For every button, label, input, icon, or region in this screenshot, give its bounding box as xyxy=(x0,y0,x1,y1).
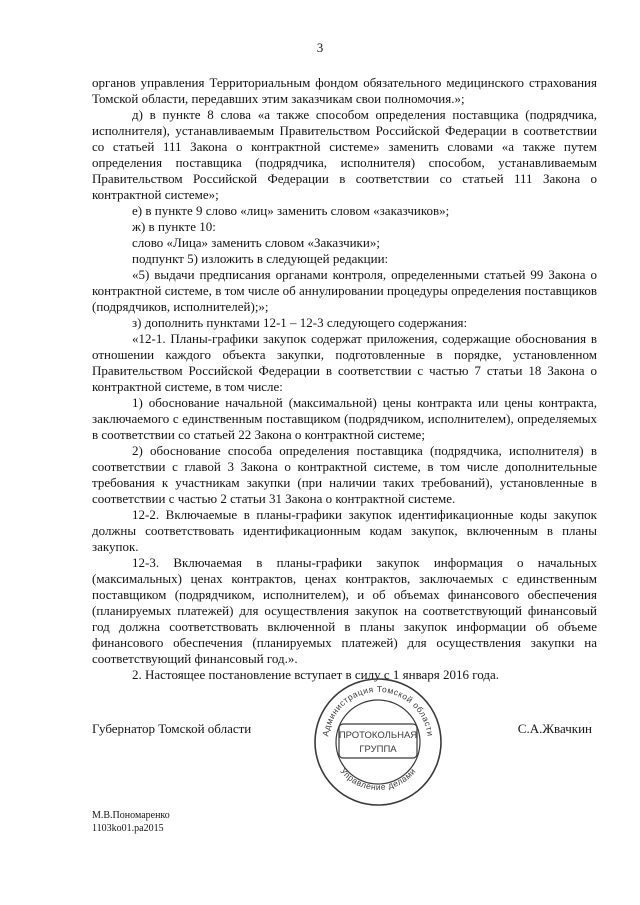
stamp-ring-top-text: Администрация Томской области xyxy=(320,683,436,738)
paragraph: подпункт 5) изложить в следующей редакции: xyxy=(132,251,389,266)
round-stamp xyxy=(312,676,444,808)
document-footer xyxy=(92,809,170,835)
signatory-position: Губернатор Томской области xyxy=(92,721,252,736)
paragraph: органов управления Территориальным фондом обязательного медицинского страхования Томской области, передавших этим заказчикам свои полномочия.»; xyxy=(92,75,597,106)
page-number: 3 xyxy=(316,40,324,55)
stamp-center-line2: ГРУППА xyxy=(359,744,397,755)
paragraph: 2. Настоящее постановление вступает в силу с 1 января 2016 года. xyxy=(132,667,500,682)
svg-text:Управление делами xyxy=(338,766,417,792)
footer-author: М.В.Пономаренко xyxy=(92,810,170,821)
paragraph: д) в пункте 8 слова «а также способом определения поставщика (подрядчика, исполнителя), устанавливаемым Правительством Российской Федерации в соответствии со статьей 111 Закона о контрактной системе» заменить словами «а также путем определения поставщика (подрядчика, исполнителя) способом, устанавливаемым Правительством Российской Федерации в соответствии со статьей 111 Закона о контрактной системе»; xyxy=(92,107,597,202)
paragraph: 1) обоснование начальной (максимальной) цены контракта или цены контракта, заключаемого с единственным поставщиком (подрядчиком, исполнителем), определяемых в соответствии со статьей 22 Закона о контрактной системе; xyxy=(92,395,597,442)
paragraph: е) в пункте 9 слово «лиц» заменить словом «заказчиков»; xyxy=(132,203,450,218)
paragraph: «12-1. Планы-графики закупок содержат приложения, содержащие обоснования в отношении каждого объекта закупки, подготовленные в порядке, установленном Правительством Российской Федерации в соответствии с частью 7 статьи 18 Закона о контрактной системе, в том числе: xyxy=(92,331,597,394)
paragraph: 12-2. Включаемые в планы-графики закупок идентификационные коды закупок должны соответствовать идентификационным кодам закупок, включенным в планы закупок. xyxy=(92,507,597,554)
paragraph: 12-3. Включаемая в планы-графики закупок информация о начальных (максимальных) ценах контрактов, ценах контрактов, заключаемых с единственным поставщиком (подрядчиком, исполнителем), и об объемах финансового обеспечения (планируемых платежей) для осуществления закупок на соответствующий финансовый год должна соответствовать включенной в планы закупок информации об объеме финансового обеспечения (планируемых платежей) для осуществления закупки на соответствующий финансовый год.». xyxy=(92,555,597,666)
document-body xyxy=(92,75,597,683)
paragraph: з) дополнить пунктами 12-1 – 12-3 следующего содержания: xyxy=(132,315,468,330)
footer-file-code: 1103ko01.pa2015 xyxy=(92,823,164,834)
paragraph: 2) обоснование способа определения поставщика (подрядчика, исполнителя) в соответствии с главой 3 Закона о контрактной системе, в том числе дополнительные требования к участникам закупки (при наличии таких требований), установленные в соответствии с частью 2 статьи 31 Закона о контрактной системе. xyxy=(92,443,597,506)
paragraph: слово «Лица» заменить словом «Заказчики»; xyxy=(132,235,380,250)
stamp-ring-bottom-text: Управление делами xyxy=(338,766,418,793)
paragraph: «5) выдачи предписания органами контроля, определенными статьей 99 Закона о контрактной системе, в том числе об аннулировании процедуры определения поставщиков (подрядчиков, исполнителей);»; xyxy=(92,267,597,314)
signatory-name: С.А.Жвачкин xyxy=(517,721,592,736)
stamp-center-line1: ПРОТОКОЛЬНАЯ xyxy=(338,730,418,741)
paragraph: ж) в пункте 10: xyxy=(132,219,216,234)
